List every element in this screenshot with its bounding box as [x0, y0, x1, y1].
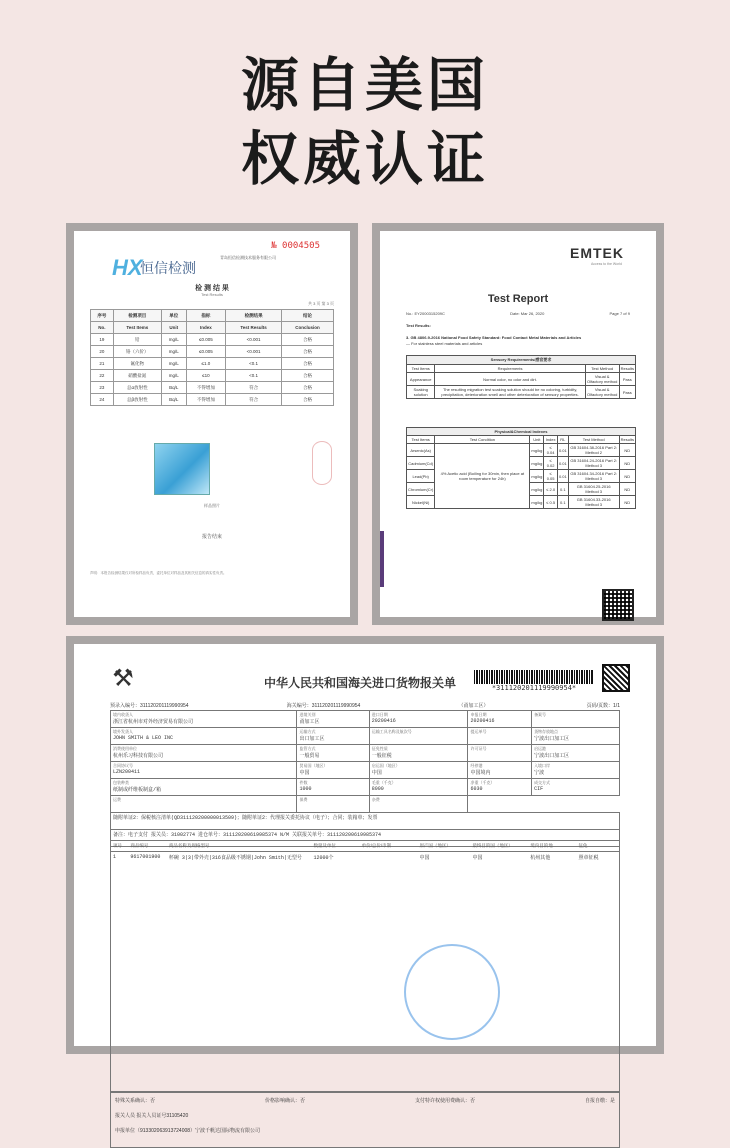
table-cell: mg/kg — [530, 444, 544, 457]
price-impact: 价格影响确认：否 — [264, 1098, 305, 1104]
table-cell: ≤0.005 — [186, 334, 226, 346]
chem-col-header: Unit — [530, 436, 544, 444]
field-label: 毛重（千克） — [371, 780, 396, 785]
field-label: 运费 — [113, 797, 121, 802]
field-label: 净重（千克） — [470, 780, 495, 785]
field-label: 消费使用单位 — [113, 746, 137, 751]
pre-entry-number: 预录入编号：311120201119990954 — [110, 703, 189, 709]
table-cell: mg/kg — [530, 470, 544, 483]
hx-results-table — [90, 309, 334, 406]
table-cell: ND — [619, 483, 635, 496]
table-cell: GB 31604.38-2016 Part 2: Method 2 — [568, 444, 619, 457]
table-cell: GB 31604.34-2016 Part 2: Method 3 — [568, 470, 619, 483]
field-value: 1000 — [299, 786, 312, 792]
goods-cell: 照章征税 — [578, 855, 599, 861]
table-cell: mg/kg — [530, 496, 544, 509]
table-cell: ≤ 0.5 — [544, 496, 558, 509]
field-label: 货物存放地点 — [534, 729, 559, 734]
emtek-standard: 3. GB 4806.9-2016 National Food Safety Standard: Food Contact Metal Materials and Articles — [406, 335, 582, 340]
sensory-col-header: Requirements — [435, 365, 585, 373]
table-cell: 氟化物 — [113, 358, 161, 370]
table-row — [91, 382, 334, 394]
hx-col-header: 指标 — [186, 310, 226, 322]
table-cell: mg/kg — [530, 457, 544, 470]
emtek-logo: EMTEK — [570, 245, 624, 261]
table-cell: 总β放射性 — [113, 394, 161, 406]
emtek-report-frame — [372, 223, 664, 625]
hx-address: 青岛恒信检测技术服务有限公司 — [220, 255, 276, 260]
chemical-table — [406, 427, 636, 509]
field-label: 备案号 — [534, 712, 547, 717]
field-label: 提运单号 — [470, 729, 487, 734]
table-cell: 符合 — [226, 382, 282, 394]
customs-field — [468, 762, 532, 779]
sensory-col-header: Test Method — [585, 365, 619, 373]
customs-field — [111, 745, 297, 762]
table-cell: mg/L — [161, 346, 186, 358]
chemical-header: Physical&Chemical Indexes — [407, 428, 636, 436]
hx-report-page — [74, 231, 350, 617]
goods-col-header: 项号 — [113, 843, 122, 848]
customs-qr-icon — [602, 664, 630, 692]
table-row — [111, 745, 620, 762]
field-label: 境内收货人 — [113, 712, 133, 717]
hx-company-name: 恒信检测 — [140, 261, 196, 277]
table-cell: GB 31604.24-2016 Part 2: Method 3 — [568, 457, 619, 470]
customs-title: 中华人民共和国海关进口货物报关单 — [264, 676, 457, 690]
customs-field — [532, 779, 620, 796]
sensory-col-header: Test Items — [407, 365, 435, 373]
goods-row — [111, 852, 619, 863]
table-cell: Appearance — [407, 373, 435, 386]
field-label: 监管方式 — [299, 746, 316, 751]
hx-subtitle: Test Results — [201, 292, 223, 297]
hx-col-header-en: Test Results — [226, 322, 282, 334]
emtek-date: Date: Mar 26, 2020 — [510, 311, 545, 316]
goods-col-header: 数量及单位 — [313, 843, 336, 848]
table-row — [91, 358, 334, 370]
table-cell: ND — [619, 457, 635, 470]
customs-field — [468, 779, 532, 796]
goods-cell: 12000个 — [313, 855, 334, 861]
field-label: 启运国（地区） — [371, 763, 400, 768]
table-row — [111, 813, 620, 830]
table-cell: ≤0.005 — [186, 346, 226, 358]
chem-col-header: Test Method — [568, 436, 619, 444]
customs-field — [111, 711, 297, 728]
table-cell: 合格 — [281, 346, 333, 358]
qr-code-icon — [602, 589, 634, 621]
field-value: 纸制或纤维板制盒/箱 — [113, 787, 162, 793]
table-cell: 总α放射性 — [113, 382, 161, 394]
field-value: CIF — [534, 786, 544, 792]
remarks: 备注：电子支付 报关员：31002774 进仓单号：311120200619985374 N/M 关联报关单号：311120200619985374 — [111, 830, 620, 847]
goods-col-header: 原产国（地区） — [419, 843, 451, 848]
customs-field — [111, 762, 297, 779]
table-cell: 合格 — [281, 394, 333, 406]
table-cell: The resulting migration test soaking solution should be no coloring, turbidity, precipitation, deterioration smell and other deterioration of sensory properties. — [435, 386, 585, 399]
emtek-tagline: Access to the World — [590, 262, 622, 266]
hx-col-header: 检测项目 — [113, 310, 161, 322]
field-value: 甬加工区 — [299, 719, 320, 725]
customs-field — [369, 762, 468, 779]
field-label: 进境关别 — [299, 712, 316, 717]
table-cell: 0.1 — [557, 483, 568, 496]
customs-page — [74, 644, 656, 1134]
customs-field — [468, 745, 532, 762]
field-label: 启运港 — [534, 746, 547, 751]
table-row — [111, 762, 620, 779]
hx-col-header: 单位 — [161, 310, 186, 322]
customs-field — [369, 728, 468, 745]
table-cell: <0.001 — [226, 334, 282, 346]
goods-cell: 中国 — [419, 855, 430, 861]
table-row — [111, 711, 620, 728]
field-value: 中国 — [371, 770, 382, 776]
customs-number: 海关编号：311120201119990954 — [286, 703, 361, 709]
hx-col-header-en: No. — [91, 322, 114, 334]
goods-cell: 杭州其他 — [530, 855, 551, 861]
table-cell: 22 — [91, 370, 114, 382]
goods-col-header: 最终目的国（地区） — [472, 843, 513, 848]
table-cell: 24 — [91, 394, 114, 406]
field-value: 宁波出口加工区 — [534, 753, 570, 759]
customs-field — [369, 796, 468, 813]
field-value: LZN200411 — [113, 769, 141, 775]
table-cell: Arsenic(As) — [407, 444, 435, 457]
field-label: 贸易国（地区） — [299, 763, 328, 768]
goods-header — [111, 841, 619, 852]
hx-col-header: 序号 — [91, 310, 114, 322]
table-cell: 铅 — [113, 334, 161, 346]
table-cell: GB 31604.33-2016 Method 3 — [568, 496, 619, 509]
goods-cell — [362, 854, 420, 861]
field-value: 20200416 — [371, 718, 396, 724]
table-cell: Bq/L — [161, 394, 186, 406]
declarant: 报关人员 报关人员证号31105420 — [115, 1113, 189, 1119]
table-cell: 19 — [91, 334, 114, 346]
customs-field — [111, 728, 297, 745]
sensory-header: Sensory Requirements/感官要求 — [407, 356, 636, 365]
customs-field — [369, 779, 468, 796]
emtek-report-page — [380, 231, 656, 617]
table-cell: 0.1 — [557, 496, 568, 509]
table-cell: 合格 — [281, 358, 333, 370]
emtek-page: Page 7 of 9 — [609, 311, 630, 316]
test-condition: 4% Acetic acid (Boiling for 30min, then place at room temperature for 24h) — [435, 444, 530, 509]
customs-frame — [66, 636, 664, 1134]
table-cell: ND — [619, 496, 635, 509]
field-label: 成交方式 — [534, 780, 551, 785]
table-cell: ≤10 — [186, 370, 226, 382]
field-label: 申报日期 — [470, 712, 487, 717]
table-row — [111, 779, 620, 796]
goods-col-header: 征免 — [578, 843, 588, 848]
customs-field — [532, 762, 620, 779]
table-row — [407, 444, 636, 457]
field-value: 8000 — [371, 786, 384, 792]
table-cell: ND — [619, 444, 635, 457]
goods-table — [110, 840, 620, 1092]
table-cell: ≤ 0.02 — [544, 457, 558, 470]
field-value: 中国 — [299, 770, 310, 776]
table-cell: Visual & Olfactory method — [586, 374, 618, 384]
hx-col-header: 结论 — [281, 310, 333, 322]
field-label: 许可证号 — [470, 746, 487, 751]
field-value: JOHN SMITH & LEO INC — [113, 735, 174, 741]
table-row — [91, 370, 334, 382]
field-label: 合同协议号 — [113, 763, 133, 768]
goods-cell: 1 — [113, 854, 117, 860]
goods-cell: 9617001900 — [130, 854, 161, 860]
table-cell: Pass — [619, 373, 635, 386]
table-cell: Pass — [619, 386, 635, 399]
table-cell: 0.01 — [557, 457, 568, 470]
chem-col-header: Index — [545, 437, 556, 442]
customs-field — [468, 728, 532, 745]
hx-col-header-en: Unit — [161, 322, 186, 334]
field-value: 6030 — [470, 786, 483, 792]
customs-field — [369, 711, 468, 728]
table-cell: ≤ 2.0 — [544, 483, 558, 496]
customs-field — [111, 779, 297, 796]
table-row — [407, 386, 636, 399]
sample-photo-caption: 样品照片 — [204, 503, 220, 508]
customs-field — [297, 796, 369, 813]
hx-report-end: 报告结束 — [201, 534, 222, 540]
field-label: 保费 — [299, 797, 308, 802]
table-cell: mg/L — [161, 358, 186, 370]
customs-fields-table — [110, 710, 620, 847]
customs-field — [369, 745, 468, 762]
hx-footnote: 声明：本报告检测结果仅对所检样品负责，委托单位对样品及其相关信息的真实性负责。 — [90, 571, 227, 575]
field-value: 宁波出口加工区 — [534, 736, 570, 742]
table-cell: 23 — [91, 382, 114, 394]
field-label: 入境口岸 — [534, 763, 551, 768]
chem-col-header: RL — [557, 436, 568, 444]
field-value: 出口加工区 — [299, 736, 325, 742]
goods-col-header: 单价/总价/币制 — [361, 843, 392, 848]
table-row — [111, 796, 620, 813]
customs-page: 页码/页数：1/1 — [586, 703, 620, 709]
table-cell: 0.01 — [557, 470, 568, 483]
table-cell: <0.001 — [226, 346, 282, 358]
table-cell: Soaking solution — [407, 386, 435, 399]
emtek-report-no: No.: EY2000315209C — [406, 311, 445, 316]
hx-logo: HX — [112, 255, 143, 280]
table-cell: 合格 — [281, 334, 333, 346]
hx-title: 检 测 结 果 — [195, 285, 229, 292]
docs-note: 随附单证2：保税核注清单(QD311120200000013509)；随附单证2：代理报关委托协议（电子）；合同；装箱单；发票 — [111, 813, 620, 830]
field-label: 征免性质 — [371, 746, 388, 751]
hx-col-header-en: Index — [186, 322, 226, 334]
customs-field — [297, 745, 369, 762]
customs-field — [297, 779, 369, 796]
table-cell: mg/L — [161, 334, 186, 346]
field-label: 运输工具名称及航次号 — [371, 729, 412, 734]
table-row — [111, 728, 620, 745]
emtek-results-label: Test Results: — [406, 323, 431, 328]
table-cell: 符合 — [226, 394, 282, 406]
field-value: 杭州乐习科技有限公司 — [113, 753, 164, 759]
goods-cell: 杯碗 3|3|带外壳|316食品级不锈钢|John Smith|无型号 — [168, 855, 302, 861]
table-cell: 不得增加 — [186, 382, 226, 394]
goods-col-header: 商品编号 — [130, 843, 149, 848]
field-label: 包装种类 — [113, 780, 129, 785]
table-cell: Cadmium(Cd) — [407, 457, 435, 470]
goods-col-header: 商品名称及规格型号 — [168, 843, 210, 848]
sample-photo — [154, 443, 210, 495]
headline-line-2: 权威认证 — [240, 125, 489, 193]
table-row — [91, 334, 334, 346]
table-cell: ≤1.0 — [186, 358, 226, 370]
table-cell: Lead(Pb) — [407, 470, 435, 483]
chem-col-header: Results — [620, 437, 634, 442]
table-cell: 合格 — [281, 370, 333, 382]
table-cell: Bq/L — [161, 382, 186, 394]
field-value: 浙江省杭州市对外经济贸易有限公司 — [113, 719, 194, 725]
table-cell: mg/L — [161, 370, 186, 382]
table-cell: 合格 — [281, 382, 333, 394]
field-label: 进口日期 — [371, 712, 388, 717]
customs-field — [468, 711, 532, 728]
self-report: 自报自缴：是 — [584, 1098, 615, 1104]
customs-field — [532, 745, 620, 762]
chem-col-header: Test Items — [407, 436, 435, 444]
table-cell: Visual & Olfactory method — [586, 387, 618, 397]
field-value: 一般贸易 — [299, 753, 320, 759]
customs-field — [297, 728, 369, 745]
emtek-title: Test Report — [487, 293, 549, 305]
customs-footer — [110, 1092, 620, 1148]
seal-stamp — [312, 441, 332, 485]
hx-page: 共 3 页 第 3 页 — [307, 301, 334, 306]
table-cell: 21 — [91, 358, 114, 370]
table-cell: Nickel(Ni) — [407, 496, 435, 509]
table-row — [91, 394, 334, 406]
hx-report-frame — [66, 223, 358, 625]
table-cell: ND — [619, 470, 635, 483]
field-label: 杂费 — [371, 797, 380, 802]
chem-col-header: Test Condition — [435, 436, 530, 444]
table-cell: 不得增加 — [186, 394, 226, 406]
declaring-unit: 申报单位（913302063913724008）宁波千帆达国际物流有限公司 — [115, 1128, 261, 1134]
headline-line-1: 源自美国 — [240, 51, 489, 119]
hx-col-header-en: Conclusion — [281, 322, 333, 334]
table-row — [91, 346, 334, 358]
table-cell: 硝酸盐氮 — [113, 370, 161, 382]
barcode-icon — [474, 670, 594, 684]
customs-field — [297, 711, 369, 728]
table-cell: 铬（六价） — [113, 346, 161, 358]
royalty: 支付特许权使用费确认：否 — [414, 1098, 475, 1104]
table-cell: GB 31604.25-2016 Method 3 — [568, 483, 619, 496]
goods-cell: 中国 — [472, 855, 483, 861]
barcode-number: *311120201119990954* — [491, 684, 577, 692]
hx-col-header-en: Test Items — [113, 322, 161, 334]
table-cell: Normal color, no odor and dirt. — [435, 373, 585, 386]
sensory-col-header: Results — [620, 366, 634, 371]
emtek-standard-2: — For stainless steel materials and articles — [406, 341, 483, 346]
table-row — [407, 373, 636, 386]
field-value: 宁波 — [534, 770, 545, 776]
field-label: 经停港 — [470, 763, 483, 768]
table-cell: ≤ 0.04 — [544, 444, 558, 457]
customs-field — [111, 796, 297, 813]
customs-field — [532, 711, 620, 728]
customs-top-row — [110, 702, 620, 709]
hx-report-number: № 0004505 — [271, 241, 320, 251]
customs-field — [297, 762, 369, 779]
table-cell: <0.1 — [226, 370, 282, 382]
customs-stamp — [404, 944, 500, 1040]
goods-col-header: 境内目的地 — [530, 843, 553, 848]
table-cell: 20 — [91, 346, 114, 358]
customs-field — [532, 728, 620, 745]
hx-meta — [90, 301, 334, 307]
customs-emblem-icon: ⚒ — [112, 665, 134, 692]
field-value: 中国境内 — [470, 770, 491, 776]
special-relation: 特殊关系确认：否 — [115, 1098, 156, 1104]
hx-col-header: 检测结果 — [226, 310, 282, 322]
table-cell: 0.01 — [557, 444, 568, 457]
table-cell: Chromium(Cr) — [407, 483, 435, 496]
table-cell: <0.1 — [226, 358, 282, 370]
emtek-meta-row — [406, 311, 630, 316]
field-value: 一般征税 — [371, 753, 392, 759]
table-cell: ≤ 0.05 — [544, 470, 558, 483]
table-cell: mg/kg — [530, 483, 544, 496]
customs-port: （甬加工区） — [458, 703, 489, 709]
field-label: 境外发货人 — [113, 729, 133, 734]
sensory-table — [406, 355, 636, 399]
field-value: 20200416 — [470, 718, 495, 724]
field-label: 运输方式 — [299, 729, 316, 734]
emtek-side-bar — [380, 531, 384, 587]
field-label: 件数 — [299, 780, 308, 785]
